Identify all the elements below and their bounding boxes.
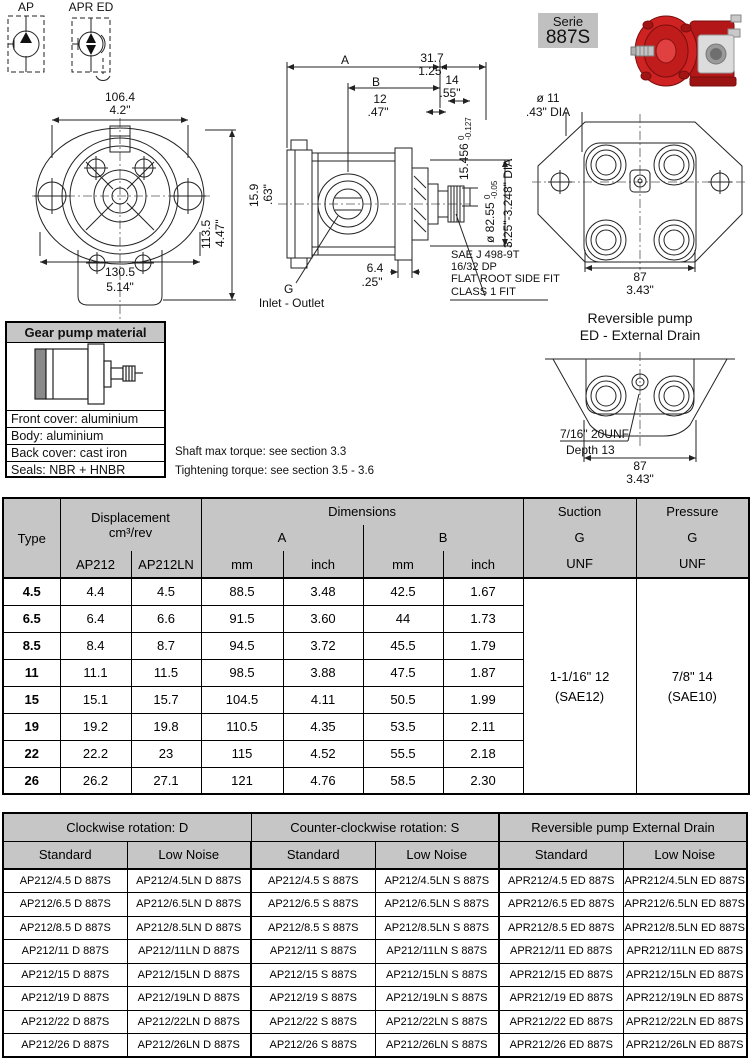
- header-dimensions: Dimensions: [201, 498, 523, 525]
- note-shaft-torque: Shaft max torque: see section 3.3: [175, 446, 347, 458]
- header-b-mm: mm: [363, 551, 443, 578]
- table-cell: AP212/8.5LN S 887S: [375, 916, 499, 940]
- series-label: Serie: [552, 14, 584, 29]
- apr-ed-symbol-label: APR ED: [68, 0, 114, 14]
- cell: 3.72: [283, 632, 363, 659]
- dim-14-mm: 14: [445, 73, 459, 87]
- header-ap212: AP212: [60, 551, 131, 578]
- shaft-length-tolerance: 0 -0.127: [457, 117, 473, 140]
- table-cell: APR212/11LN ED 887S: [623, 940, 747, 964]
- cell: 47.5: [363, 659, 443, 686]
- header-dim-a: A: [201, 525, 363, 552]
- cell: 2.11: [443, 713, 523, 740]
- dim-12-in: .47": [367, 105, 389, 119]
- suction-value: 1-1/16" 12: [549, 668, 610, 684]
- dim-159-mm: 15.9: [247, 183, 261, 207]
- table-row: [3, 916, 747, 940]
- cell: 58.5: [363, 767, 443, 794]
- cell: 27.1: [131, 767, 201, 794]
- table-cell: APR212/11 ED 887S: [499, 940, 623, 964]
- cell: 42.5: [363, 578, 443, 605]
- dim-64-mm: 6.4: [366, 261, 384, 275]
- cell: 19.2: [60, 713, 131, 740]
- header-low-noise: Low Noise: [623, 841, 747, 869]
- front-base-in: 5.14": [106, 280, 134, 294]
- drain-depth-label: Depth 13: [566, 443, 615, 457]
- table-cell: AP212/22 S 887S: [251, 1010, 375, 1034]
- table-cell: AP212/8.5 D 887S: [3, 916, 127, 940]
- table-cell: AP212/19 S 887S: [251, 987, 375, 1011]
- cell-type: 15: [3, 686, 60, 713]
- table-cell: APR212/19 ED 887S: [499, 987, 623, 1011]
- table-row: [3, 1034, 747, 1058]
- cell: 115: [201, 740, 283, 767]
- back-hole-dia-in: .43" DIA: [525, 105, 571, 119]
- cell: 88.5: [201, 578, 283, 605]
- header-pressure: Pressure G UNF: [636, 498, 749, 578]
- table-cell: APR212/8.5 ED 887S: [499, 916, 623, 940]
- inlet-outlet-label: Inlet - Outlet: [258, 296, 325, 310]
- table-cell: AP212/15LN S 887S: [375, 963, 499, 987]
- cell: 2.18: [443, 740, 523, 767]
- table-cell: APR212/8.5LN ED 887S: [623, 916, 747, 940]
- back-width-mm: 87: [633, 270, 647, 284]
- spline-note-4: CLASS 1 FIT: [451, 286, 516, 298]
- cell: 104.5: [201, 686, 283, 713]
- table-cell: AP212/22 D 887S: [3, 1010, 127, 1034]
- cell: 15.1: [60, 686, 131, 713]
- front-width-mm: 106.4: [104, 90, 136, 104]
- table-cell: AP212/19 D 887S: [3, 987, 127, 1011]
- cell-suction: [523, 578, 636, 794]
- cell: 91.5: [201, 605, 283, 632]
- table-cell: AP212/19LN D 887S: [127, 987, 251, 1011]
- cell: 4.35: [283, 713, 363, 740]
- table-cell: APR212/6.5 ED 887S: [499, 893, 623, 917]
- series-badge: [538, 13, 598, 48]
- cell: 26.2: [60, 767, 131, 794]
- table-cell: AP212/22LN S 887S: [375, 1010, 499, 1034]
- front-width-in: 4.2": [109, 103, 131, 117]
- g-port-label: G: [284, 282, 294, 296]
- cell: 2.30: [443, 767, 523, 794]
- table-cell: AP212/4.5LN S 887S: [375, 869, 499, 893]
- cell-type: 11: [3, 659, 60, 686]
- dim-a-label: A: [340, 53, 349, 67]
- front-height-mm: 113.5: [199, 219, 213, 249]
- cell: 1.99: [443, 686, 523, 713]
- cell-type: 26: [3, 767, 60, 794]
- cell-type: 19: [3, 713, 60, 740]
- dim-317-in: 1.25": [418, 64, 446, 78]
- table-row: [3, 940, 747, 964]
- table-cell: AP212/6.5LN S 887S: [375, 893, 499, 917]
- cell: 4.4: [60, 578, 131, 605]
- table-cell: AP212/6.5 D 887S: [3, 893, 127, 917]
- cell: 8.4: [60, 632, 131, 659]
- cell: 15.7: [131, 686, 201, 713]
- header-dim-b: B: [363, 525, 523, 552]
- table-cell: AP212/11LN S 887S: [375, 940, 499, 964]
- cell: 44: [363, 605, 443, 632]
- table-cell: AP212/15 D 887S: [3, 963, 127, 987]
- dim-pilot-dia-in: 3.25"-3.248" DIA: [501, 158, 515, 248]
- cell: 1.79: [443, 632, 523, 659]
- cell: 19.8: [131, 713, 201, 740]
- dim-14-in: .55": [439, 86, 461, 100]
- table-cell: APR212/4.5 ED 887S: [499, 869, 623, 893]
- dim-317-mm: 31.7: [420, 51, 444, 65]
- table-row: [3, 869, 747, 893]
- cell: 11.1: [60, 659, 131, 686]
- material-box-title: Gear pump material: [7, 323, 164, 343]
- cell: 3.60: [283, 605, 363, 632]
- pump-photo: [628, 5, 748, 97]
- material-row-back-cover: Back cover: cast iron: [7, 444, 164, 461]
- table-cell: AP212/15 S 887S: [251, 963, 375, 987]
- header-standard: Standard: [251, 841, 375, 869]
- cell: 1.67: [443, 578, 523, 605]
- material-box: [5, 321, 166, 478]
- spline-note-3: FLAT ROOT SIDE FIT: [451, 273, 560, 285]
- cell: 3.48: [283, 578, 363, 605]
- table-cell: APR212/26 ED 887S: [499, 1034, 623, 1058]
- order-code-table: [2, 812, 748, 1058]
- cell: 1.73: [443, 605, 523, 632]
- cell-pressure: [636, 578, 749, 794]
- table-cell: APR212/15LN ED 887S: [623, 963, 747, 987]
- dim-b-label: B: [371, 75, 380, 89]
- cell: 3.88: [283, 659, 363, 686]
- header-b-inch: inch: [443, 551, 523, 578]
- cell-type: 22: [3, 740, 60, 767]
- table-cell: APR212/15 ED 887S: [499, 963, 623, 987]
- header-low-noise: Low Noise: [127, 841, 251, 869]
- table-row: [3, 578, 749, 605]
- cell: 55.5: [363, 740, 443, 767]
- table-cell: AP212/15LN D 887S: [127, 963, 251, 987]
- material-row-body: Body: aluminium: [7, 427, 164, 444]
- table-row: [3, 987, 747, 1011]
- cell-type: 8.5: [3, 632, 60, 659]
- material-box-drawing: [7, 343, 164, 410]
- drain-thread-label: 7/16" 20UNF: [560, 427, 629, 441]
- table-cell: AP212/11 S 887S: [251, 940, 375, 964]
- cell: 53.5: [363, 713, 443, 740]
- table-row: [3, 893, 747, 917]
- header-clockwise: Clockwise rotation: D: [3, 813, 251, 841]
- pressure-standard: (SAE10): [667, 688, 717, 704]
- cell: 23: [131, 740, 201, 767]
- header-displacement: Displacement cm³/rev: [60, 498, 201, 551]
- cell-type: 6.5: [3, 605, 60, 632]
- table-cell: AP212/19LN S 887S: [375, 987, 499, 1011]
- cell: 4.11: [283, 686, 363, 713]
- reversible-title-line1: Reversible pump: [587, 310, 693, 326]
- cell: 6.6: [131, 605, 201, 632]
- dimension-table: [2, 497, 750, 795]
- ap-symbol-drawing: [8, 16, 44, 72]
- table-cell: APR212/4.5LN ED 887S: [623, 869, 747, 893]
- header-counter-clockwise: Counter-clockwise rotation: S: [251, 813, 499, 841]
- cell: 6.4: [60, 605, 131, 632]
- header-reversible: Reversible pump External Drain: [499, 813, 747, 841]
- table-cell: AP212/8.5 S 887S: [251, 916, 375, 940]
- table-cell: APR212/19LN ED 887S: [623, 987, 747, 1011]
- header-ap212ln: AP212LN: [131, 551, 201, 578]
- header-standard: Standard: [3, 841, 127, 869]
- rev-width-mm: 87: [633, 459, 647, 473]
- cell: 94.5: [201, 632, 283, 659]
- rev-width-in: 3.43": [626, 472, 654, 486]
- material-row-front-cover: Front cover: aluminium: [7, 410, 164, 427]
- dim-shaft-dia: ø 82.55 0 -0.05: [483, 180, 499, 243]
- cell: 8.7: [131, 632, 201, 659]
- table-cell: AP212/4.5 S 887S: [251, 869, 375, 893]
- suction-standard: (SAE12): [554, 688, 605, 704]
- header-standard: Standard: [499, 841, 623, 869]
- dim-shaft-length: 15.456 0 -0.127: [457, 117, 473, 180]
- table-cell: APR212/22LN ED 887S: [623, 1010, 747, 1034]
- header-a-inch: inch: [283, 551, 363, 578]
- table-row: [3, 963, 747, 987]
- dim-159-in: .63": [261, 184, 275, 205]
- table-cell: AP212/4.5 D 887S: [3, 869, 127, 893]
- cell: 11.5: [131, 659, 201, 686]
- table-cell: AP212/26 S 887S: [251, 1034, 375, 1058]
- ap-symbol-label: AP: [17, 0, 34, 14]
- table-cell: AP212/4.5LN D 887S: [127, 869, 251, 893]
- material-row-seals: Seals: NBR + HNBR: [7, 461, 164, 478]
- dim-12-mm: 12: [373, 92, 387, 106]
- back-width-in: 3.43": [626, 283, 654, 297]
- pressure-value: 7/8" 14: [671, 668, 713, 684]
- cell: 98.5: [201, 659, 283, 686]
- table-cell: AP212/11 D 887S: [3, 940, 127, 964]
- table-cell: AP212/11LN D 887S: [127, 940, 251, 964]
- table-cell: AP212/26LN S 887S: [375, 1034, 499, 1058]
- table-cell: AP212/6.5 S 887S: [251, 893, 375, 917]
- cell: 4.76: [283, 767, 363, 794]
- note-tightening-torque: Tightening torque: see section 3.5 - 3.6: [175, 465, 375, 477]
- series-model: 887S: [545, 27, 591, 48]
- table-cell: AP212/26 D 887S: [3, 1034, 127, 1058]
- table-cell: AP212/26LN D 887S: [127, 1034, 251, 1058]
- front-height-in: 4.47": [213, 219, 227, 247]
- cell: 22.2: [60, 740, 131, 767]
- front-base-mm: 130.5: [104, 265, 136, 279]
- table-cell: AP212/6.5LN D 887S: [127, 893, 251, 917]
- apr-ed-symbol-drawing: [72, 18, 110, 81]
- table-cell: APR212/6.5LN ED 887S: [623, 893, 747, 917]
- table-cell: AP212/22LN D 887S: [127, 1010, 251, 1034]
- cell: 121: [201, 767, 283, 794]
- cell: 50.5: [363, 686, 443, 713]
- header-a-mm: mm: [201, 551, 283, 578]
- back-hole-dia-mm: ø 11: [536, 91, 560, 105]
- cell: 1.87: [443, 659, 523, 686]
- spline-note-2: 16/32 DP: [451, 261, 497, 273]
- table-cell: APR212/22 ED 887S: [499, 1010, 623, 1034]
- table-cell: APR212/26LN ED 887S: [623, 1034, 747, 1058]
- back-view-drawing: [532, 112, 748, 272]
- table-row: [3, 1010, 747, 1034]
- reversible-title-line2: ED - External Drain: [579, 327, 701, 343]
- header-suction: Suction G UNF: [523, 498, 636, 578]
- dim-64-in: .25": [361, 275, 383, 289]
- cell: 45.5: [363, 632, 443, 659]
- header-type: Type: [3, 498, 60, 578]
- cell: 4.52: [283, 740, 363, 767]
- cell: 110.5: [201, 713, 283, 740]
- cell-type: 4.5: [3, 578, 60, 605]
- spline-note-1: SAE J 498-9T: [451, 249, 520, 261]
- cell: 4.5: [131, 578, 201, 605]
- header-low-noise: Low Noise: [375, 841, 499, 869]
- shaft-dia-tolerance: 0 -0.05: [483, 180, 499, 199]
- table-cell: AP212/8.5LN D 887S: [127, 916, 251, 940]
